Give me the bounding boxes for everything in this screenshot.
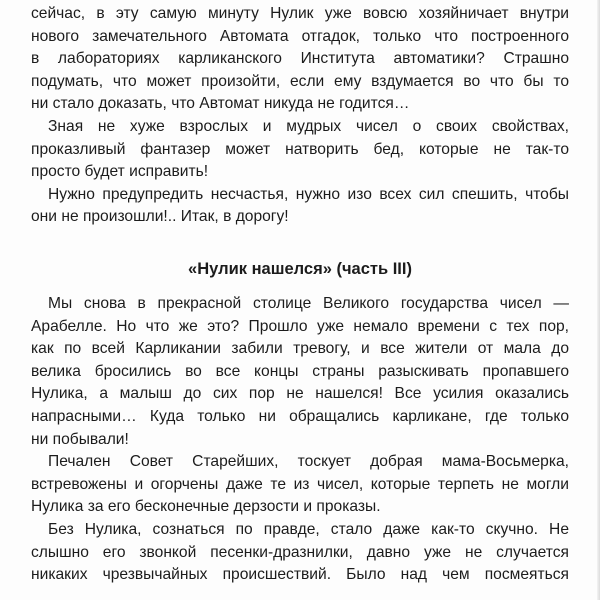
text-line: слышно его звонкой песенки-дразнилки, давно уже не случается xyxy=(31,543,569,561)
paragraph xyxy=(31,3,569,116)
text-line: встревожены и огорчены даже те из чисел, которые терпеть не могли xyxy=(31,475,569,493)
text-line: Нулика, а малыш до сих пор не нашелся! Все усилия оказались xyxy=(31,385,569,403)
text-line: сейчас, в эту самую минуту Нулик уже вовсю хозяйничает внутри xyxy=(31,5,569,22)
chapter-heading: «Нулик нашелся» (часть III) xyxy=(188,260,412,278)
text-line: Печален Совет Старейших, тоскует добрая мама-Восьмерка, xyxy=(48,453,569,471)
paragraph xyxy=(31,519,569,587)
paragraph xyxy=(31,116,569,184)
text-line: они не произошли!.. Итак, в дорогу! xyxy=(31,208,289,226)
text-line: велика бросились во все концы страны разыскивать пропавшего xyxy=(31,362,569,380)
paragraph xyxy=(31,293,569,451)
text-line: никаких чрезвычайных происшествий. Было над чем посмеяться xyxy=(31,566,569,584)
text-line: подумать, что может произойти, если ему вздумается во что бы то xyxy=(31,72,569,90)
text-line: Зная не хуже взрослых и мудрых чисел о своих свойствах, xyxy=(48,117,569,135)
text-line: проказливый фантазер может натворить бед, которые не так-то xyxy=(31,140,569,158)
text-line: просто будет исправить! xyxy=(31,163,209,181)
text-line: ни стало доказать, что Автомат никуда не годится… xyxy=(31,95,410,113)
text-block-bottom xyxy=(31,293,569,587)
text-line: Нулика за его бесконечные дерзости и проказы. xyxy=(31,498,381,516)
text-line: Мы снова в прекрасной столице Великого государства чисел — xyxy=(48,295,569,312)
text-line: Нужно предупредить несчастья, нужно изо всех сил спешить, чтобы xyxy=(48,185,569,203)
text-line: Арабелле. Но что же это? Прошло уже немало времени с тех пор, xyxy=(31,317,569,335)
text-line: нового замечательного Автомата отгадок, только что построенного xyxy=(31,27,569,45)
text-block-top xyxy=(31,3,569,229)
text-line: Без Нулика, сознаться по правде, стало даже как-то скучно. Не xyxy=(48,520,569,538)
text-line: в лабораториях карликанского Института автоматики? Страшно xyxy=(31,50,569,68)
text-line: как по всей Карликании забили тревогу, и все жители от мала до xyxy=(31,340,569,358)
text-line: ни побывали! xyxy=(31,430,129,448)
paragraph xyxy=(31,451,569,519)
paragraph xyxy=(31,184,569,229)
text-line: напрасными… Куда только ни обращались карликане, где только xyxy=(31,407,569,425)
